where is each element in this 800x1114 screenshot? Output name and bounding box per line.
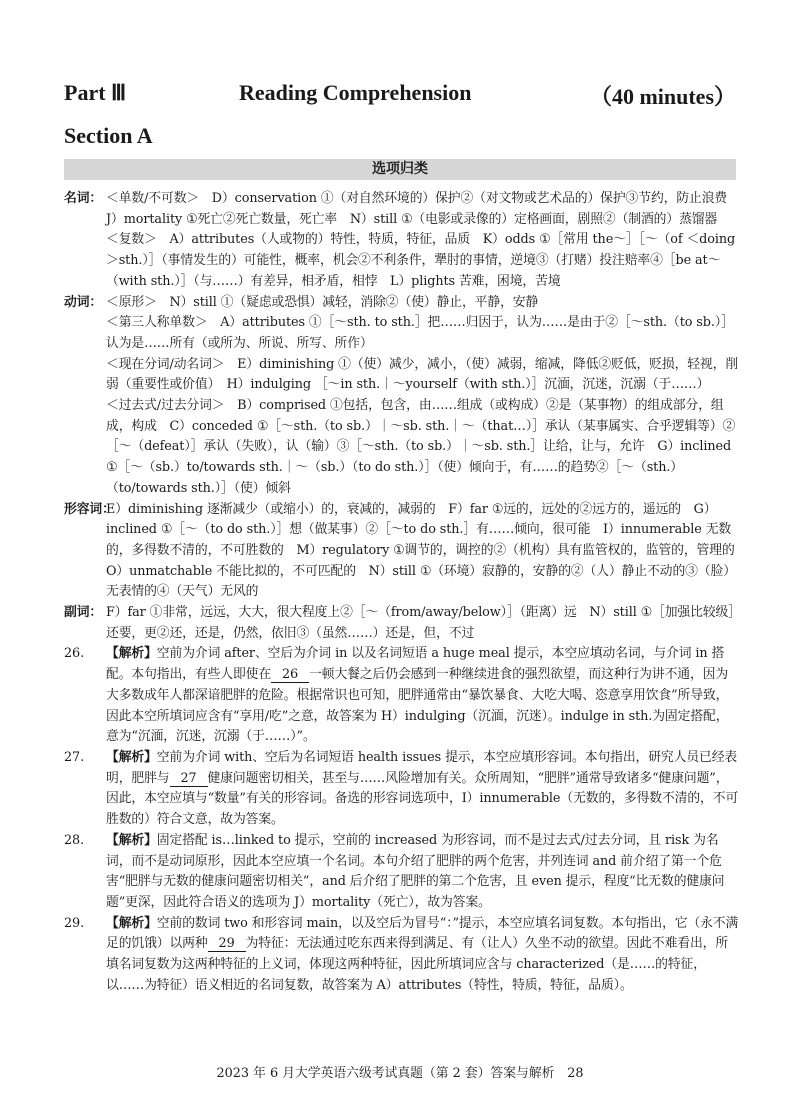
category-bar: 选项归类: [64, 159, 736, 180]
explanation-before: 空前为介词 after、空后为介词 in 以及名词短语 a huge meal 提示，本空应填动名词，与介词 in 搭配。本句指出，有些人即使在: [106, 646, 725, 683]
analysis-tag: 【解析】: [106, 749, 157, 765]
analysis-tag: 【解析】: [106, 915, 157, 931]
pos-label: 形容词：: [64, 501, 115, 517]
explanation-text: [106, 644, 740, 748]
pos-group-noun: [64, 189, 740, 293]
content: [64, 189, 748, 996]
explanation-text: [106, 748, 740, 831]
explanation-26: [64, 644, 740, 748]
pos-paragraph: ＜第三人称单数＞ A）attributes ①［～sth. to sth.］把……归因于，认为……是由于②［～sth.（to sb.）］认为是……所有（或所为、所说、所写、所作）: [106, 315, 734, 351]
explanation-29: [64, 914, 740, 997]
blank-26: 26: [271, 667, 309, 683]
analysis-tag: 【解析】: [106, 832, 157, 848]
time-limit: （40 minutes）: [589, 84, 736, 109]
pos-paragraph: ＜原形＞ N）still ①（疑虑或恐惧）减轻，消除②（使）静止，平静，安静: [106, 294, 539, 310]
question-number: 26.: [64, 646, 85, 662]
question-number: 27.: [64, 749, 85, 765]
pos-group-adjective: [64, 500, 748, 604]
pos-paragraph: ＜过去式/过去分词＞ B）comprised ①包括，包含，由……组成（或构成）②是（某事物）的组成部分，组成，构成 C）conceded ①［～sth.（to sb.）｜～sb. sth.｜～（that…）］承认（某事属实、合乎逻辑等）②［～（defeat）］承认（失败），认（输）③［～sth.（to sb.）｜～sb. sth.］让给，让与，允许 G）inclined ①［～（sb.）to/towards sth.｜～（sb.）（to do sth.）］（使）倾向于，有……的趋势②［～（sth.）（to/towards sth.）］（使）倾斜: [106, 398, 736, 496]
explanation-text: [106, 914, 740, 997]
explanation-before: 固定搭配 is…linked to 提示，空前的 increased 为形容词，而不是过去式/过去分词，且 risk 为名词，而不是动词原形，因此本空应填一个名词。本句介绍了肥胖的两个危害，并列连词 and 前介绍了第一个危害“肥胖与无数的健康问题密切相关”，and 后介绍了肥胖的第二个危害，且 even 提示，程度“比无数的健康问题”更深，因此符合语义的选项为 J）mortality（死亡），故为答案。: [106, 832, 725, 910]
section-title: Section A: [64, 123, 153, 148]
pos-label: 动词：: [64, 294, 103, 310]
part-number: Part Ⅲ: [64, 80, 127, 105]
part-title: Reading Comprehension: [239, 80, 472, 105]
analysis-tag: 【解析】: [106, 646, 157, 662]
blank-29: 29: [208, 936, 246, 952]
question-number: 28.: [64, 832, 85, 848]
explanation-28: [64, 831, 740, 914]
pos-paragraph: F）far ①非常，远远，大大，很大程度上②［～（from/away/below）］（距离）远 N）still ①［加强比较级］还要，更②还，还是，仍然，依旧③（虽然……）还是，但，不过: [106, 605, 735, 641]
pos-paragraph: ＜复数＞ A）attributes（人或物的）特性，特质，特征，品质 K）odds ①［常用 the～］［～（of ＜doing＞sth.）］（事情发生的）可能性，概率，机会②不利条件，犟肘的事情，逆境③（打赌）投注赔率④［be at～（with sth.）］（与……）有差异，相矛盾，相悖 L）plights 苦难，困境，苦境: [106, 232, 736, 289]
explanation-before: 空前的数词 two 和形容词 main，以及空后为冒号“：”提示，本空应填名词复数。本句指出，它（永不满足的饥饿）以两种: [106, 915, 739, 952]
blank-27: 27: [170, 771, 208, 787]
explanation-after: 为特征：无法通过吃东西来得到满足、有（让人）久坐不动的欲望。因此不难看出，所填名词复数为这两种特征的上义词，体现这两种特征，因此所填词应含与 characterized（是……的特征，以……为特征）语义相近的名词复数，故答案为 A）attributes（特性，特质，特征，品质）。: [106, 936, 729, 993]
page-footer: 2023 年 6 月大学英语六级考试真题（第 2 套）答案与解析 28: [216, 1066, 584, 1081]
pos-paragraph: E）diminishing 逐渐减少（或缩小）的，衰减的，减弱的 F）far ①远的，远处的②远方的，遥远的 G）inclined ①［～（to do sth.）］想（做某事）②［～to do sth.］有……倾向，很可能 I）innumerable 无数的，多得数不清的，不可胜数的 M）regulatory ①调节的，调控的②（机构）具有监管权的，监管的，管理的 O）unmatchable 不能比拟的，不可匹配的 N）still ①（环境）寂静的，安静的②（人）静止不动的③（脸）无表情的④（天气）无风的: [106, 501, 748, 600]
part-header: [64, 80, 736, 110]
pos-label: 名词：: [64, 191, 103, 206]
explanation-27: [64, 748, 740, 831]
explanation-text: [106, 831, 740, 914]
pos-group-adverb: [64, 603, 740, 644]
explanation-before: 空前为介词 with、空后为名词短语 health issues 提示，本空应填形容词。本句指出，研究人员已经表明，肥胖与: [106, 749, 738, 786]
explanation-after: 一顿大餐之后仍会感到一种继续进食的强烈欲望，而这种行为讲不通，因为大多数成年人都深谙肥胖的危险。根据常识也可知，肥胖通常由“暴饮暴食、大吃大喝、恣意享用饮食”所导致，因此本空所填词应含有“享用/吃”之意，故答案为 H）indulging（沉湎，沉迷）。indulge in sth.为固定搭配，意为“沉湎，沉迷，沉溺（于……）”。: [106, 667, 729, 745]
pos-paragraph: ＜现在分词/动名词＞ E）diminishing ①（使）减少，减小，（使）减弱，缩减，降低②贬低，贬损，轻视，削弱（重要性或价值） H）indulging ［～in sth.｜～yourself（with sth.）］沉湎，沉迷，沉溺（于……）: [106, 356, 739, 393]
question-number: 29.: [64, 915, 85, 931]
explanation-after: 健康问题密切相关，甚至与……风险增加有关。众所周知，“肥胖”通常导致诸多“健康问题”，因此，本空应填与“数量”有关的形容词。备选的形容词选项中，I）innumerable（无数的，多得数不清的，不可胜数的）符合文意，故为答案。: [106, 770, 739, 828]
pos-paragraph: ＜单数/不可数＞ D）conservation ①（对自然环境的）保护②（对文物或艺术品的）保护③节约，防止浪费 J）mortality ①死亡②死亡数量，死亡率 N）still ①（电影或录像的）定格画面，剧照②（制酒的）蒸馏器: [106, 191, 740, 227]
pos-label: 副词：: [64, 605, 103, 621]
pos-group-verb: [64, 293, 740, 500]
